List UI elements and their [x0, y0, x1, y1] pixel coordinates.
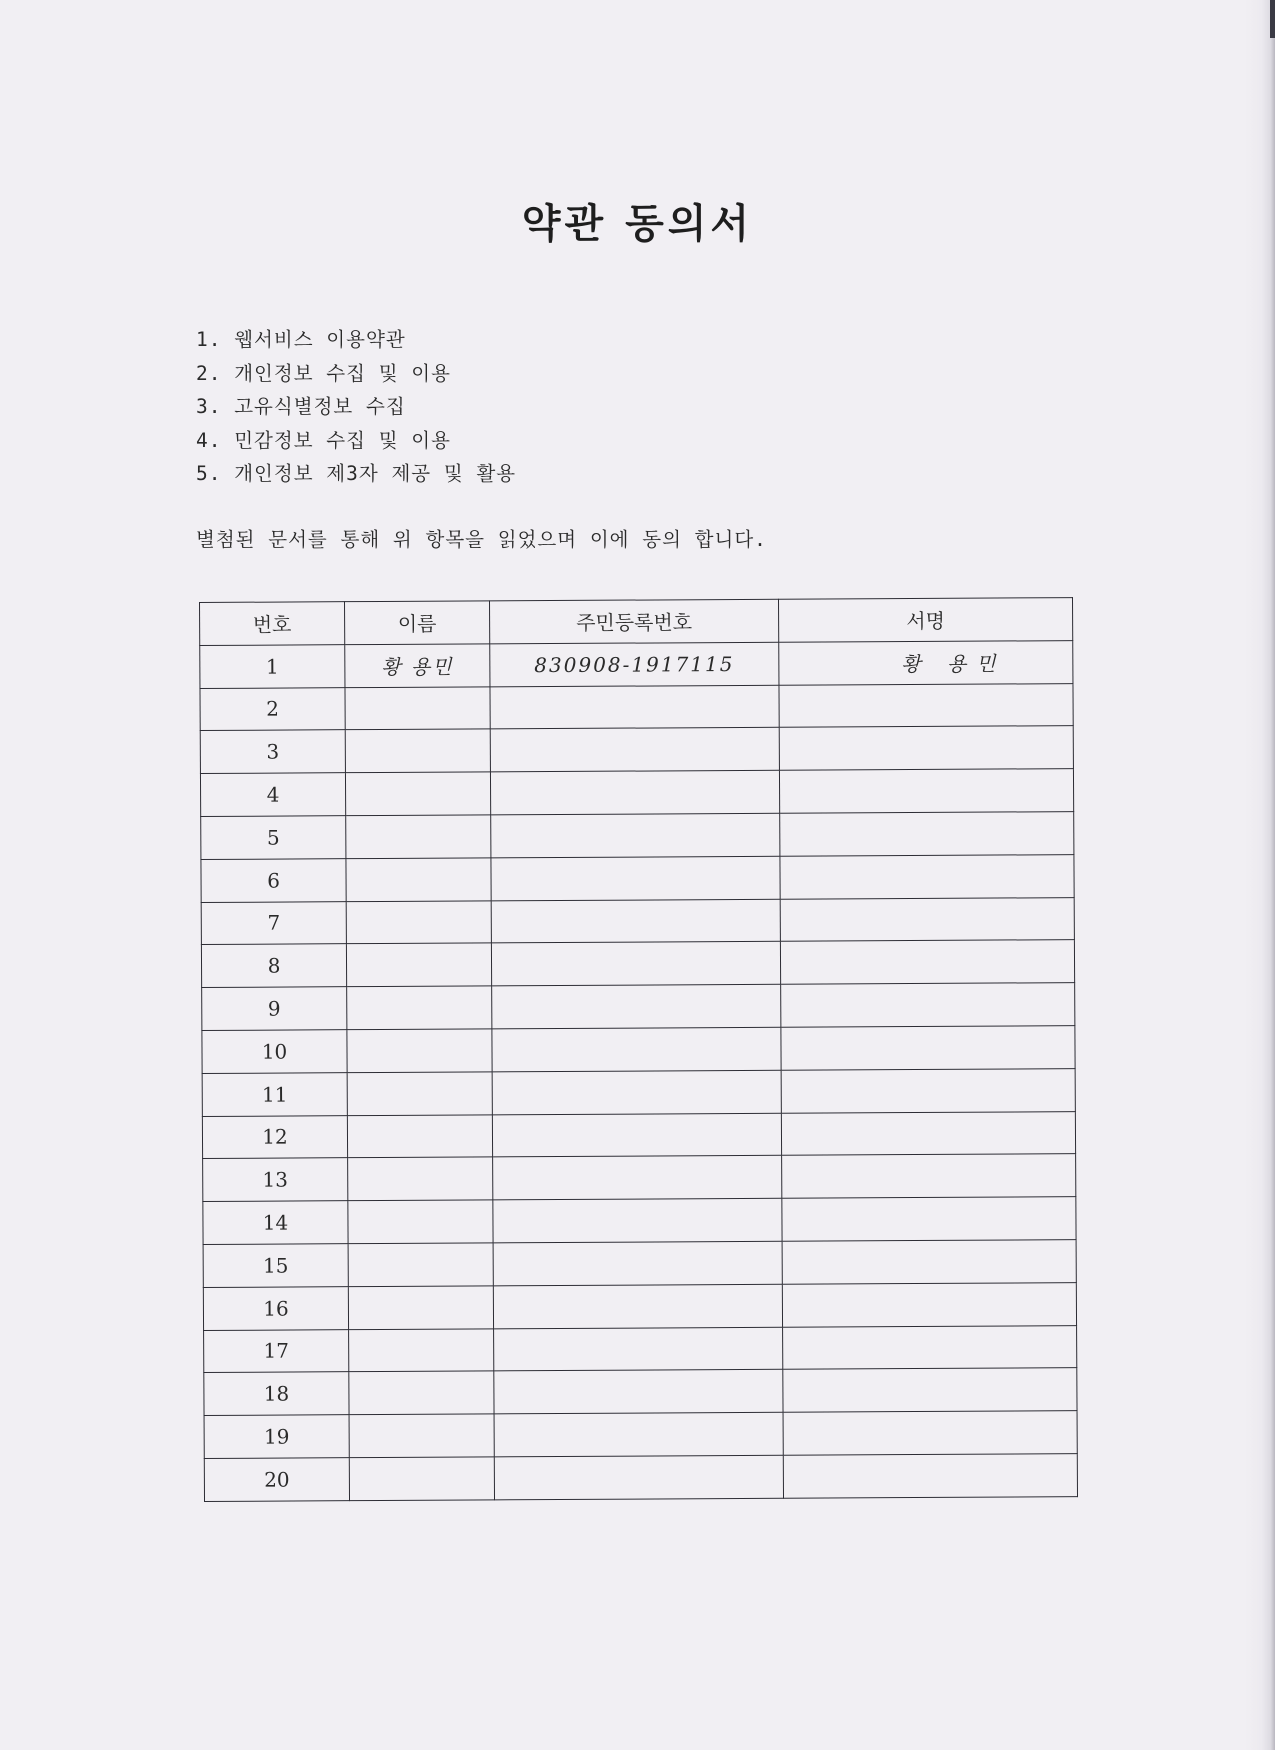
row-name	[345, 772, 490, 816]
row-resident-number	[490, 685, 779, 729]
row-name	[347, 986, 492, 1030]
document-title: 약관 동의서	[521, 200, 754, 247]
row-name	[348, 1286, 493, 1330]
row-signature	[782, 1154, 1076, 1198]
row-name	[349, 1371, 494, 1415]
row-resident-number	[492, 1113, 781, 1157]
row-resident-number	[491, 899, 780, 943]
row-signature	[779, 769, 1073, 813]
table-row	[201, 897, 1074, 945]
row-resident-number	[494, 1412, 783, 1456]
row-resident-number	[494, 1370, 783, 1414]
table-row	[204, 1325, 1077, 1373]
header-name: 이름	[345, 601, 490, 645]
row-signature	[780, 854, 1074, 898]
table-row	[202, 1026, 1075, 1074]
row-number: 12	[202, 1115, 347, 1159]
row-resident-number	[492, 984, 781, 1028]
row-signature	[780, 812, 1074, 856]
row-resident-number	[494, 1455, 783, 1499]
terms-item: 4. 민감정보 수집 및 이용	[196, 428, 451, 452]
consent-statement: 별첨된 문서를 통해 위 항목을 읽었으며 이에 동의 합니다.	[196, 528, 767, 551]
row-resident-number	[490, 770, 779, 814]
header-signature: 서명	[778, 598, 1072, 642]
terms-item: 2. 개인정보 수집 및 이용	[196, 361, 451, 385]
table-row	[201, 940, 1074, 988]
row-name	[346, 858, 491, 902]
row-resident-number	[491, 813, 780, 857]
row-number: 1	[200, 644, 345, 688]
header-resident-number: 주민등록번호	[489, 599, 778, 643]
paper-edge-shadow	[1245, 0, 1275, 1750]
terms-item: 1. 웹서비스 이용약관	[196, 328, 406, 351]
row-resident-number	[494, 1327, 783, 1371]
row-number: 2	[200, 687, 345, 731]
row-name	[349, 1414, 494, 1458]
row-signature	[780, 897, 1074, 941]
table-row	[202, 983, 1075, 1031]
row-signature	[781, 1111, 1075, 1155]
row-number: 20	[204, 1458, 349, 1502]
row-name	[348, 1157, 493, 1201]
row-name	[347, 1072, 492, 1116]
row-number: 3	[200, 730, 345, 774]
signature-table	[199, 597, 1078, 1502]
table-row	[200, 683, 1073, 731]
table-row	[203, 1240, 1076, 1288]
row-name	[349, 1328, 494, 1372]
row-name	[346, 815, 491, 859]
table-row	[201, 812, 1074, 860]
table-row	[201, 854, 1074, 902]
row-signature: 황 용민	[779, 640, 1073, 684]
row-number: 18	[204, 1372, 349, 1416]
table-body	[200, 640, 1078, 1501]
row-name	[347, 1029, 492, 1073]
row-resident-number	[493, 1198, 782, 1242]
row-number: 11	[202, 1072, 347, 1116]
row-name	[346, 943, 491, 987]
row-number: 8	[201, 944, 346, 988]
row-name	[348, 1200, 493, 1244]
row-signature	[781, 1068, 1075, 1112]
row-name	[348, 1243, 493, 1287]
row-resident-number	[493, 1156, 782, 1200]
row-name	[347, 1114, 492, 1158]
table-row	[200, 769, 1073, 817]
terms-list	[196, 323, 516, 491]
row-resident-number	[490, 728, 779, 772]
row-name	[345, 686, 490, 730]
row-signature	[781, 983, 1075, 1027]
row-name	[345, 729, 490, 773]
row-signature	[783, 1368, 1077, 1412]
scan-corner-mark	[1270, 0, 1275, 38]
table-row	[200, 640, 1073, 688]
row-signature	[780, 940, 1074, 984]
row-number: 4	[200, 773, 345, 817]
row-name	[346, 900, 491, 944]
table-row	[203, 1154, 1076, 1202]
table-row	[200, 726, 1073, 774]
table-row	[202, 1068, 1075, 1116]
row-name	[349, 1457, 494, 1501]
row-number: 9	[202, 987, 347, 1031]
row-signature	[782, 1282, 1076, 1326]
row-signature	[782, 1197, 1076, 1241]
row-number: 14	[203, 1201, 348, 1245]
table-row	[204, 1454, 1077, 1502]
row-signature	[783, 1411, 1077, 1455]
row-number: 10	[202, 1030, 347, 1074]
header-number: 번호	[200, 602, 345, 646]
row-number: 6	[201, 858, 346, 902]
row-resident-number: 830908-1917115	[490, 642, 779, 686]
row-signature	[783, 1454, 1077, 1498]
table-header-row	[200, 598, 1073, 646]
row-number: 15	[203, 1244, 348, 1288]
terms-item: 3. 고유식별정보 수집	[196, 395, 406, 418]
row-resident-number	[491, 942, 780, 986]
table-row	[204, 1411, 1077, 1459]
row-number: 5	[201, 816, 346, 860]
table-row	[203, 1197, 1076, 1245]
row-resident-number	[493, 1284, 782, 1328]
row-resident-number	[492, 1070, 781, 1114]
row-name: 황 용민	[345, 644, 490, 688]
row-number: 19	[204, 1415, 349, 1459]
row-signature	[782, 1240, 1076, 1284]
terms-item: 5. 개인정보 제3자 제공 및 활용	[196, 462, 517, 485]
row-signature	[779, 683, 1073, 727]
table-row	[203, 1282, 1076, 1330]
row-number: 7	[201, 901, 346, 945]
table-row	[204, 1368, 1077, 1416]
row-signature	[781, 1026, 1075, 1070]
row-number: 13	[203, 1158, 348, 1202]
row-resident-number	[491, 856, 780, 900]
row-number: 16	[203, 1286, 348, 1330]
row-number: 17	[204, 1329, 349, 1373]
row-resident-number	[492, 1027, 781, 1071]
table-row	[202, 1111, 1075, 1159]
row-resident-number	[493, 1241, 782, 1285]
row-signature	[779, 726, 1073, 770]
row-signature	[783, 1325, 1077, 1369]
